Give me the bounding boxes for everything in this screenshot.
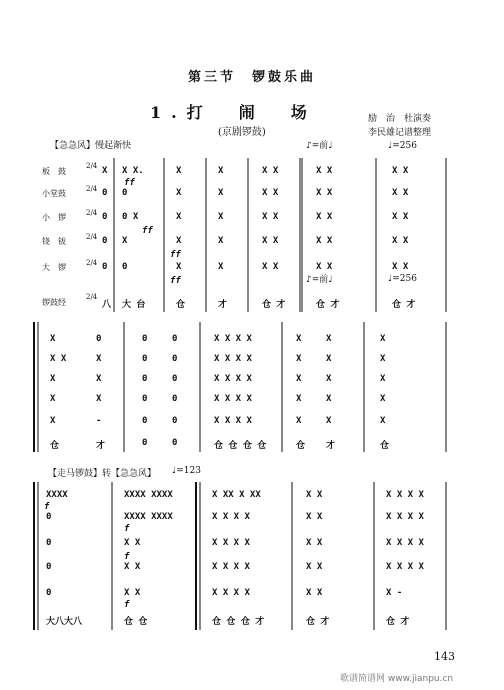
- note-cell: X X: [262, 188, 279, 198]
- note-cell: 仓 才: [316, 300, 340, 310]
- note-cell: 0: [46, 512, 52, 522]
- note-cell: 仓 才: [386, 617, 410, 627]
- instrument-label: 小 锣: [42, 213, 66, 222]
- note-cell: X X: [124, 538, 141, 548]
- note-cell: X: [296, 394, 302, 404]
- note-cell: 大 台: [122, 300, 146, 310]
- note-cell: 才: [218, 300, 228, 310]
- note-cell: X X: [316, 236, 333, 246]
- note-cell: 0: [122, 262, 128, 272]
- note-cell: X X: [306, 538, 323, 548]
- piece-subtitle: (京剧锣鼓): [218, 127, 266, 138]
- dynamic-mark: f: [124, 600, 130, 610]
- note-cell: X: [50, 416, 56, 426]
- dynamic-mark: ff: [142, 226, 153, 236]
- note-cell: 才: [96, 441, 106, 451]
- note-cell: X: [296, 354, 302, 364]
- watermark: 歌谱简谱网 www.jianpu.cn: [340, 674, 454, 684]
- note-cell: X: [326, 334, 332, 344]
- page-number: 143: [434, 650, 455, 663]
- note-cell: 0: [142, 438, 148, 448]
- note-cell: 0: [142, 354, 148, 364]
- tempo-mark: ♩=123: [172, 466, 201, 476]
- credit-transcriber: 李民雄记谱整理: [368, 128, 432, 138]
- note-cell: XXXX XXXX: [124, 490, 173, 500]
- note-cell: 0: [46, 588, 52, 598]
- note-cell: X: [50, 374, 56, 384]
- note-cell: 0: [102, 236, 108, 246]
- note-cell: 0: [172, 394, 178, 404]
- note-cell: X: [50, 394, 56, 404]
- tempo-mark: ♩=256: [388, 274, 417, 284]
- note-cell: X: [218, 212, 224, 222]
- note-cell: 仓 仓 仓 才: [212, 617, 265, 627]
- note-cell: X X: [306, 512, 323, 522]
- note-cell: X: [380, 416, 386, 426]
- note-cell: XXXX XXXX: [124, 512, 173, 522]
- note-cell: 仓: [176, 300, 186, 310]
- note-cell: X X X X: [214, 394, 252, 404]
- note-cell: X X: [316, 166, 333, 176]
- note-cell: X X: [316, 212, 333, 222]
- note-cell: XXXX: [46, 490, 68, 500]
- note-cell: X: [218, 166, 224, 176]
- note-cell: X: [102, 166, 108, 176]
- note-cell: X: [380, 374, 386, 384]
- note-cell: X X: [262, 262, 279, 272]
- note-cell: X X X X: [212, 538, 250, 548]
- note-cell: X X: [50, 354, 67, 364]
- note-cell: 仓 仓: [124, 617, 148, 627]
- dynamic-mark: ff: [170, 250, 181, 260]
- note-cell: X: [218, 236, 224, 246]
- note-cell: X X: [124, 588, 141, 598]
- note-cell: 仓: [296, 441, 306, 451]
- note-cell: 0: [142, 394, 148, 404]
- note-cell: X: [176, 166, 182, 176]
- tempo-mark: ♪=前♩: [306, 275, 333, 285]
- time-signature: 2/4: [86, 233, 98, 241]
- note-cell: X: [296, 416, 302, 426]
- note-cell: 仓: [380, 441, 390, 451]
- note-cell: 0: [172, 438, 178, 448]
- note-cell: X X: [306, 588, 323, 598]
- note-cell: X X X X: [212, 512, 250, 522]
- piece-title: 1.打 闹 场: [150, 103, 317, 122]
- note-cell: X X X X: [386, 538, 424, 548]
- note-cell: X X: [316, 188, 333, 198]
- note-cell: X: [96, 354, 102, 364]
- note-cell: 0: [172, 354, 178, 364]
- time-signature: 2/4: [86, 293, 98, 301]
- note-cell: 0: [96, 334, 102, 344]
- note-cell: X X: [392, 166, 409, 176]
- note-cell: X X X X: [386, 562, 424, 572]
- note-cell: X XX X XX: [212, 490, 261, 500]
- note-cell: 0: [102, 262, 108, 272]
- note-cell: X X X X: [214, 374, 252, 384]
- note-cell: X X X X: [214, 416, 252, 426]
- note-cell: X: [176, 236, 182, 246]
- instrument-label: 大 锣: [42, 263, 66, 272]
- note-cell: 0: [172, 374, 178, 384]
- note-cell: 才: [326, 441, 336, 451]
- note-cell: 仓 才: [262, 300, 286, 310]
- note-cell: X: [380, 354, 386, 364]
- time-signature: 2/4: [86, 162, 98, 170]
- note-cell: X X X X: [212, 562, 250, 572]
- note-cell: X X: [262, 166, 279, 176]
- note-cell: 0: [142, 416, 148, 426]
- note-cell: X: [218, 188, 224, 198]
- instrument-label: 铙 钹: [42, 237, 66, 246]
- note-cell: X: [96, 374, 102, 384]
- note-cell: X X: [262, 236, 279, 246]
- note-cell: X: [96, 394, 102, 404]
- note-cell: -: [96, 416, 102, 426]
- tempo-mark: ♪=前♩: [306, 141, 333, 151]
- note-cell: 0: [102, 212, 108, 222]
- note-cell: X X: [316, 262, 333, 272]
- note-cell: X: [326, 354, 332, 364]
- note-cell: X X: [124, 562, 141, 572]
- note-cell: X: [326, 374, 332, 384]
- note-cell: X: [176, 188, 182, 198]
- credit-performer: 励 治 杜演奏: [368, 114, 432, 124]
- dynamic-mark: ff: [124, 178, 135, 188]
- note-cell: X X: [392, 236, 409, 246]
- note-cell: X: [380, 394, 386, 404]
- note-cell: X: [218, 262, 224, 272]
- section-title: 第三节 锣鼓乐曲: [187, 70, 316, 85]
- note-cell: X X: [392, 188, 409, 198]
- note-cell: X X X X: [212, 588, 250, 598]
- note-cell: 仓: [50, 441, 60, 451]
- time-signature: 2/4: [86, 185, 98, 193]
- note-cell: X X: [392, 212, 409, 222]
- note-cell: 八: [102, 300, 112, 310]
- note-cell: X: [296, 374, 302, 384]
- note-cell: 仓 才: [306, 617, 330, 627]
- dynamic-mark: f: [124, 552, 130, 562]
- note-cell: 0: [172, 416, 178, 426]
- dynamic-mark: f: [44, 502, 50, 512]
- note-cell: X: [296, 334, 302, 344]
- note-cell: 0: [46, 538, 52, 548]
- note-cell: X X: [306, 562, 323, 572]
- note-cell: X: [176, 262, 182, 272]
- note-cell: X: [326, 416, 332, 426]
- note-cell: 0: [102, 188, 108, 198]
- time-signature: 2/4: [86, 209, 98, 217]
- note-cell: X X X X: [214, 334, 252, 344]
- system3-heading: 【走马锣鼓】转【急急风】: [48, 469, 157, 479]
- instrument-label: 小堂鼓: [42, 189, 66, 198]
- note-cell: X X X X: [386, 512, 424, 522]
- note-cell: X: [326, 394, 332, 404]
- time-signature: 2/4: [86, 259, 98, 267]
- tempo-mark: ♩=256: [388, 141, 417, 151]
- note-cell: X X X X: [386, 490, 424, 500]
- note-cell: 0: [142, 334, 148, 344]
- note-cell: 0: [122, 188, 128, 198]
- instrument-label: 板 鼓: [42, 167, 66, 176]
- dynamic-mark: ff: [170, 276, 181, 286]
- note-cell: 0 X: [122, 212, 139, 222]
- note-cell: 0: [142, 374, 148, 384]
- note-cell: X: [50, 334, 56, 344]
- note-cell: X: [380, 334, 386, 344]
- note-cell: 仓 仓 仓 仓: [214, 441, 267, 451]
- note-cell: X: [176, 212, 182, 222]
- note-cell: 0: [172, 334, 178, 344]
- note-cell: 0: [46, 562, 52, 572]
- system1-heading: 【急急风】慢起渐快: [50, 141, 132, 151]
- note-cell: X X X X: [214, 354, 252, 364]
- note-cell: 大八大八: [46, 617, 83, 627]
- note-cell: X -: [386, 588, 403, 598]
- note-cell: X X: [392, 262, 409, 272]
- note-cell: X: [122, 236, 128, 246]
- note-cell: X X: [306, 490, 323, 500]
- instrument-label: 锣鼓经: [42, 298, 66, 307]
- note-cell: 仓 才: [392, 300, 416, 310]
- note-cell: X X.: [122, 166, 144, 176]
- note-cell: X X: [262, 212, 279, 222]
- dynamic-mark: f: [124, 524, 130, 534]
